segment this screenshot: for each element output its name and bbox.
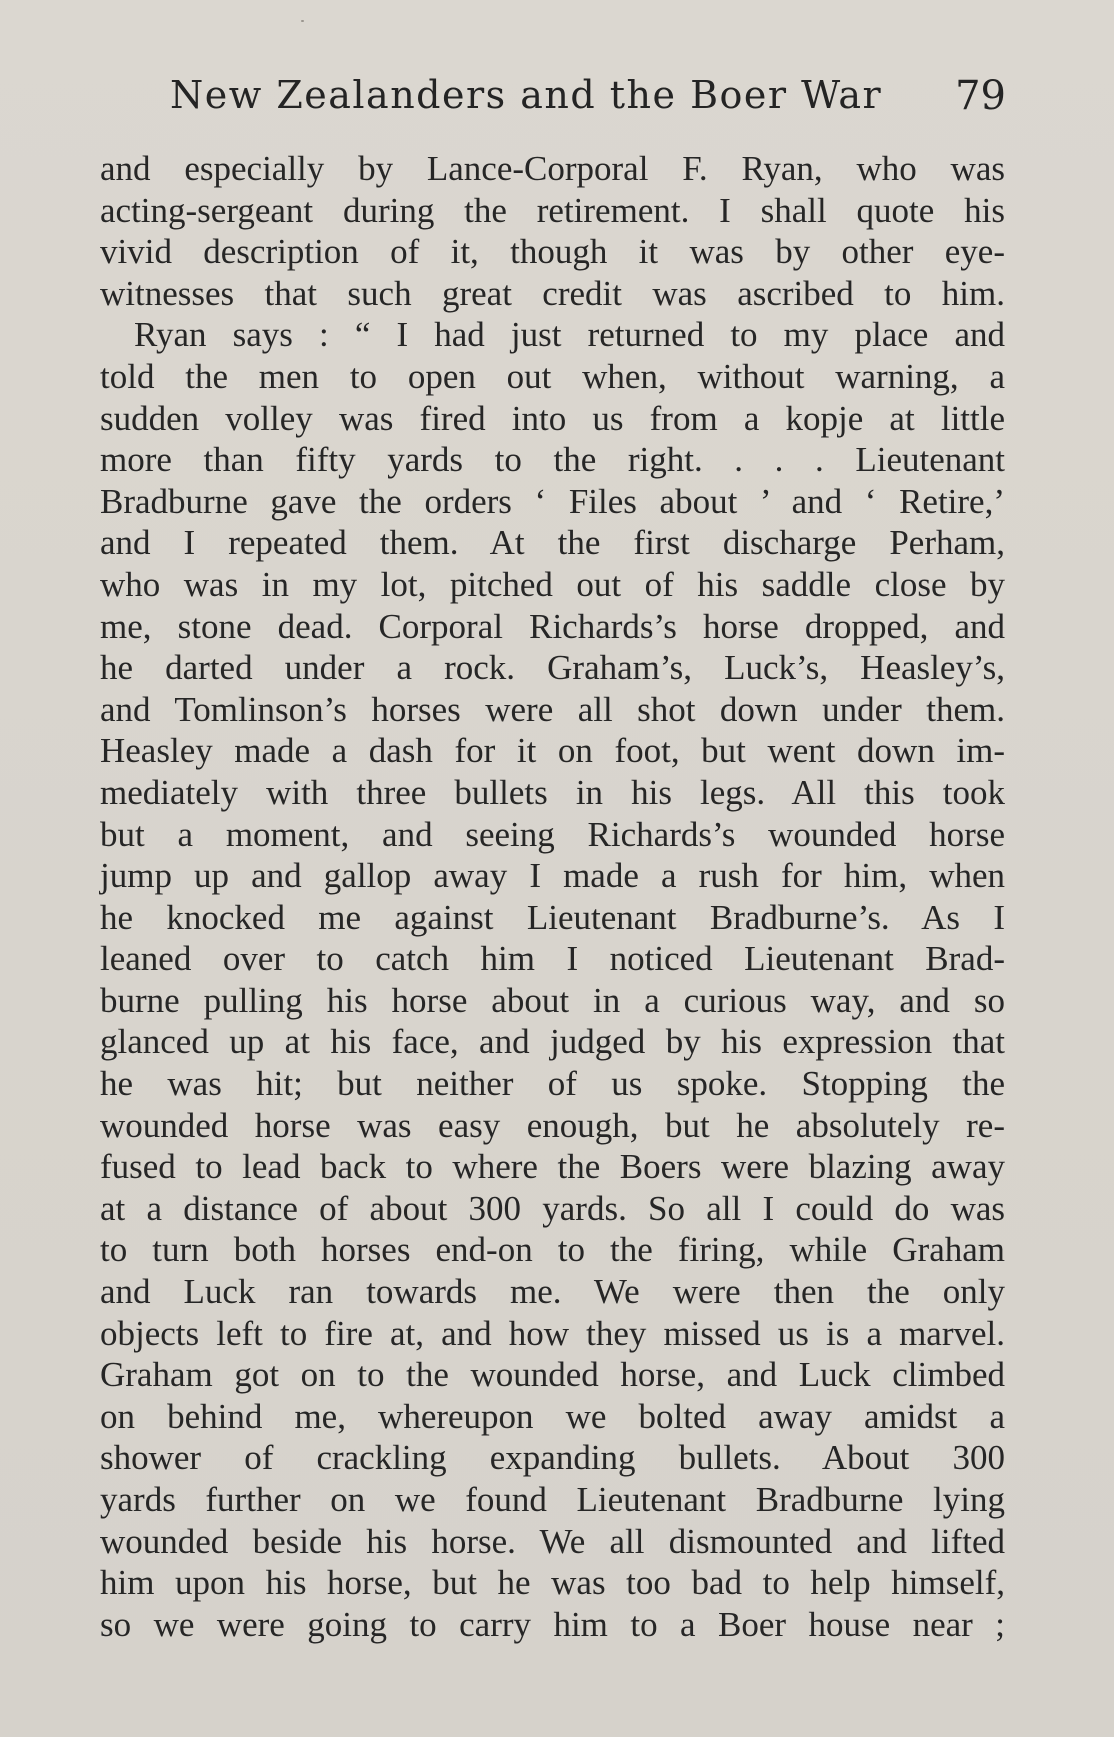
paper-speck xyxy=(301,20,304,22)
text-line: Bradburne gave the orders ‘ Files about ’ and ‘ Retire,’ xyxy=(100,481,1005,521)
text-line: sudden volley was fired into us from a kopje at little xyxy=(100,398,1005,438)
text-line: shower of crackling expanding bullets. About 300 xyxy=(100,1438,1005,1478)
text-line: jump up and gallop away I made a rush for him, when xyxy=(100,856,1005,896)
text-line: wounded beside his horse. We all dismounted and lifted xyxy=(100,1521,1005,1561)
text-line: so we were going to carry him to a Boer house near ; xyxy=(100,1604,1005,1644)
text-line: burne pulling his horse about in a curious way, and so xyxy=(100,980,1005,1020)
text-line: vivid description of it, though it was by other eye- xyxy=(100,232,1005,272)
text-line: wounded horse was easy enough, but he absolutely re- xyxy=(100,1105,1005,1145)
text-line: Ryan says : “ I had just returned to my place and xyxy=(134,315,1005,355)
running-title: New Zealanders and the Boer War xyxy=(170,73,883,117)
text-line: leaned over to catch him I noticed Lieutenant Brad- xyxy=(100,939,1005,979)
text-line: to turn both horses end-on to the firing, while Graham xyxy=(100,1230,1005,1270)
text-line: yards further on we found Lieutenant Bradburne lying xyxy=(100,1480,1005,1519)
text-line: fused to lead back to where the Boers were blazing away xyxy=(100,1147,1005,1187)
text-line: and especially by Lance-Corporal F. Ryan, who was xyxy=(100,149,1005,188)
text-line: and I repeated them. At the first discharge Perham, xyxy=(100,523,1005,563)
text-line: objects left to fire at, and how they missed us is a marvel. xyxy=(100,1313,1005,1353)
text-line: he was hit; but neither of us spoke. Stopping the xyxy=(100,1064,1005,1104)
text-line: who was in my lot, pitched out of his saddle close by xyxy=(100,564,1005,604)
body-text xyxy=(100,148,1005,1658)
text-line: more than fifty yards to the right. . . . Lieutenant xyxy=(100,440,1005,480)
text-line: me, stone dead. Corporal Richards’s horse dropped, and xyxy=(100,606,1005,646)
text-line: told the men to open out when, without warning, a xyxy=(100,356,1005,396)
text-line: him upon his horse, but he was too bad to help himself, xyxy=(100,1563,1005,1603)
text-line: mediately with three bullets in his legs. All this took xyxy=(100,772,1005,812)
text-line: glanced up at his face, and judged by his expression that xyxy=(100,1022,1005,1062)
text-line: and Tomlinson’s horses were all shot down under them. xyxy=(100,689,1005,729)
text-line: Graham got on to the wounded horse, and Luck climbed xyxy=(100,1355,1005,1395)
text-line: he darted under a rock. Graham’s, Luck’s, Heasley’s, xyxy=(100,648,1005,688)
text-line: but a moment, and seeing Richards’s wounded horse xyxy=(100,814,1005,854)
text-line: witnesses that such great credit was ascribed to him. xyxy=(100,273,1005,313)
page-number: 79 xyxy=(955,73,1006,119)
running-head xyxy=(170,70,1006,126)
text-line: and Luck ran towards me. We were then the only xyxy=(100,1272,1005,1312)
text-line: at a distance of about 300 yards. So all I could do was xyxy=(100,1188,1005,1228)
text-line: on behind me, whereupon we bolted away amidst a xyxy=(100,1396,1005,1436)
text-line: acting-sergeant during the retirement. I shall quote his xyxy=(100,190,1005,230)
text-line: he knocked me against Lieutenant Bradburne’s. As I xyxy=(100,897,1005,937)
text-line: Heasley made a dash for it on foot, but went down im- xyxy=(100,731,1005,771)
